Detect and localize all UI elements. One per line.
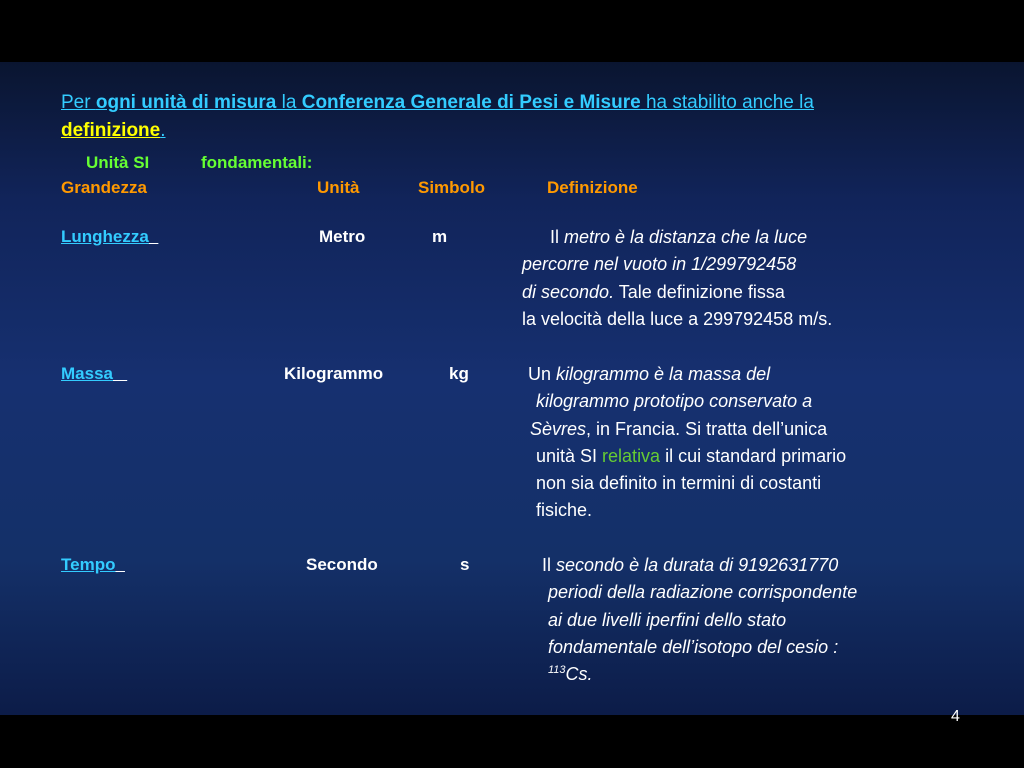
intro-paragraph <box>61 89 901 145</box>
row-unit-metro: Metro <box>319 227 366 246</box>
row-label-tempo[interactable]: Tempo <box>61 555 116 574</box>
row-definition-tempo: Il secondo è la durata di 9192631770 periodi della radiazione corrispondente ai due livelli iperfini dello stato fondamentale dell’isotopo del cesio : $^{113}$Cs. <box>542 555 858 685</box>
subtitle-unita-si: Unità SI <box>86 153 150 172</box>
row-symbol-m: m <box>432 227 448 246</box>
header-grandezza: Grandezza <box>61 178 147 197</box>
header-unita: Unità <box>317 178 360 197</box>
header-definizione: Definizione <box>547 178 638 197</box>
subtitle-fondamentali: fondamentali: <box>201 153 313 172</box>
intro-conferenza: Conferenza Generale di Pesi e Misure <box>301 92 641 113</box>
page-number: 4 <box>951 708 960 725</box>
row-unit-secondo: Secondo <box>306 555 378 574</box>
row-definition-lunghezza: Il metro è la distanza che la luce percorre nel vuoto in 1/299792458 di secondo. Tale definizione fissa la velocità della luce a 299792458 m/s. <box>522 227 833 329</box>
intro-per: Per <box>61 92 96 113</box>
intro-definizione: definizione <box>61 120 161 141</box>
header-simbolo: Simbolo <box>418 178 486 197</box>
row-definition-massa: Un kilogrammo è la massa del kilogrammo prototipo conservato a Sèvres, in Francia. Si tratta dell’unica unità SI relativa il cui standard primario non sia definito in termini di costanti fisiche. <box>528 364 847 521</box>
intro-la: la <box>276 92 302 113</box>
intro-period: . <box>160 120 166 141</box>
row-symbol-s: s <box>460 555 470 574</box>
row-symbol-kg: kg <box>449 364 469 383</box>
row-label-massa[interactable]: Massa <box>61 364 113 383</box>
row-label-lunghezza[interactable]: Lunghezza <box>61 227 149 246</box>
row-unit-kilogrammo: Kilogrammo <box>284 364 384 383</box>
intro-ha-stabilito: ha stabilito anche la <box>640 92 814 113</box>
intro-ogni-unita: ogni unità di misura <box>95 92 277 113</box>
